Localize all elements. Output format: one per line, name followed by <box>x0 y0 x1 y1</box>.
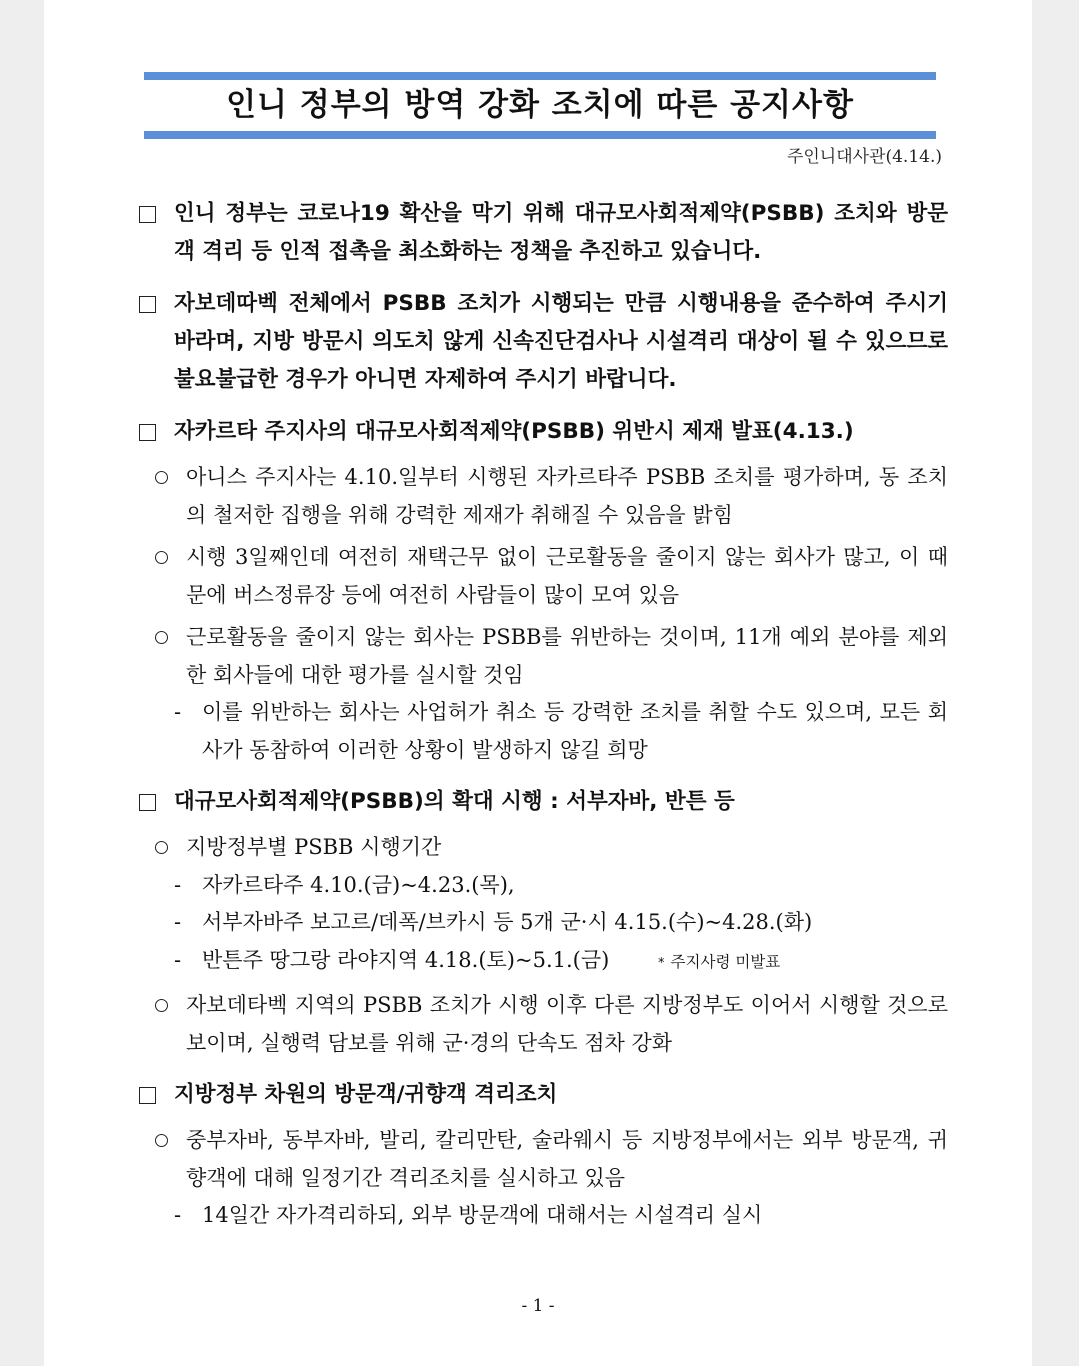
sub-item <box>138 904 948 942</box>
circle-bullet-icon <box>155 841 168 854</box>
asterisk-icon: * <box>658 955 665 971</box>
section-2 <box>138 285 948 399</box>
list-item <box>138 987 948 1062</box>
square-bullet-icon <box>139 206 156 223</box>
section-heading: 대규모사회적제약(PSBB)의 확대 시행 : 서부자바, 반튼 등 <box>174 789 735 814</box>
title-bar-bottom <box>144 131 936 139</box>
sub-item-text: 이를 위반하는 회사는 사업허가 취소 등 강력한 조치를 취할 수도 있으며, 모든 회사가 동참하여 이러한 상황이 발생하지 않길 희망 <box>202 700 948 762</box>
square-bullet-icon <box>139 296 156 313</box>
document-page <box>44 0 1032 1366</box>
sub-item <box>138 1197 948 1235</box>
circle-bullet-icon <box>155 471 168 484</box>
dash-bullet-icon: - <box>174 947 182 972</box>
footnote-text: 주지사령 미발표 <box>670 952 781 971</box>
item-text: 지방정부별 PSBB 시행기간 <box>186 835 442 859</box>
list-item <box>138 829 948 867</box>
item-text: 근로활동을 줄이지 않는 회사는 PSBB를 위반하는 것이며, 11개 예외 분야를 제외한 회사들에 대한 평가를 실시할 것임 <box>186 625 948 687</box>
dash-bullet-icon: - <box>174 1203 182 1227</box>
list-item <box>138 619 948 694</box>
section-heading: 자보데따벡 전체에서 PSBB 조치가 시행되는 만큼 시행내용을 준수하여 주시기 바라며, 지방 방문시 의도치 않게 신속진단검사나 시설격리 대상이 될 수 있으므로 불요불급한 경우가 아니면 자제하여 주시기 바랍니다. <box>174 291 948 392</box>
document-title: 인니 정부의 방역 강화 조치에 따른 공지사항 <box>226 87 854 123</box>
sub-item <box>138 942 948 983</box>
section-heading: 지방정부 차원의 방문객/귀향객 격리조치 <box>174 1082 558 1107</box>
footnote <box>658 953 780 971</box>
issuer-date: 주인니대사관(4.14.) <box>786 147 942 167</box>
title-bar-top <box>144 72 936 80</box>
list-item <box>138 539 948 614</box>
sub-item-text: 자카르타주 4.10.(금)~4.23.(목), <box>202 872 515 897</box>
section-1 <box>138 195 948 271</box>
item-text: 시행 3일째인데 여전히 재택근무 없이 근로활동을 줄이지 않는 회사가 많고, 이 때문에 버스정류장 등에 여전히 사람들이 많이 모여 있음 <box>186 545 948 607</box>
sub-item <box>138 694 948 769</box>
section-heading: 인니 정부는 코로나19 확산을 막기 위해 대규모사회적제약(PSBB) 조치와 방문객 격리 등 인적 접촉을 최소화하는 정책을 추진하고 있습니다. <box>174 201 948 264</box>
square-bullet-icon <box>139 424 156 441</box>
circle-bullet-icon <box>155 551 168 564</box>
page-number: - 1 - <box>521 1296 555 1316</box>
square-bullet-icon <box>139 1087 156 1104</box>
document-body <box>138 195 948 1235</box>
item-text: 중부자바, 동부자바, 발리, 칼리만탄, 술라웨시 등 지방정부에서는 외부 방문객, 귀향객에 대해 일정기간 격리조치를 실시하고 있음 <box>186 1128 948 1190</box>
item-text: 자보데타벡 지역의 PSBB 조치가 시행 이후 다른 지방정부도 이어서 시행할 것으로 보이며, 실행력 담보를 위해 군·경의 단속도 점차 강화 <box>186 993 948 1055</box>
sub-item <box>138 867 948 905</box>
sub-item-text: 반튼주 땅그랑 라야지역 4.18.(토)~5.1.(금) <box>202 947 610 972</box>
item-text: 아니스 주지사는 4.10.일부터 시행된 자카르타주 PSBB 조치를 평가하며, 동 조치의 철저한 집행을 위해 강력한 제재가 취해질 수 있음을 밝힘 <box>186 465 948 527</box>
list-item <box>138 1122 948 1197</box>
circle-bullet-icon <box>155 631 168 644</box>
section-heading: 자카르타 주지사의 대규모사회적제약(PSBB) 위반시 제재 발표(4.13.) <box>174 419 854 444</box>
list-item <box>138 459 948 534</box>
section-4 <box>138 783 948 821</box>
dash-bullet-icon: - <box>174 700 182 724</box>
square-bullet-icon <box>139 794 156 811</box>
sub-item-text: 14일간 자가격리하되, 외부 방문객에 대해서는 시설격리 실시 <box>202 1203 763 1227</box>
circle-bullet-icon <box>155 1134 168 1147</box>
dash-bullet-icon: - <box>174 872 182 897</box>
sub-item-text: 서부자바주 보고르/데폭/브카시 등 5개 군·시 4.15.(수)~4.28.(화) <box>202 910 813 934</box>
dash-bullet-icon: - <box>174 910 182 934</box>
section-3 <box>138 413 948 451</box>
circle-bullet-icon <box>155 999 168 1012</box>
section-5 <box>138 1076 948 1114</box>
